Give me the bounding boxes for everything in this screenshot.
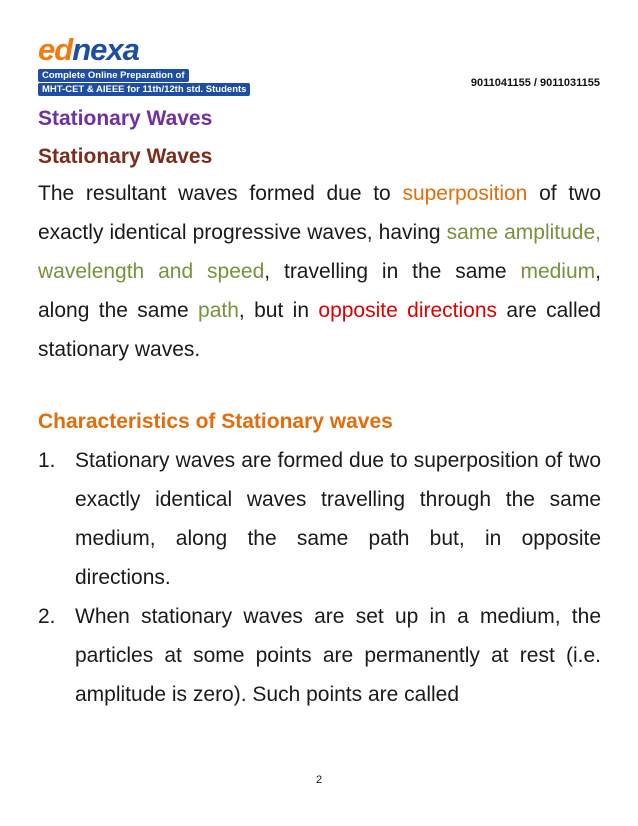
page-number: 2 [315, 774, 323, 786]
definition-heading: Stationary Waves [38, 145, 213, 168]
list-item-number: 1. [38, 449, 56, 472]
characteristics-list [38, 441, 601, 714]
logo-ed-text: ed [38, 32, 73, 67]
keyword-opposite-directions: opposite directions [318, 299, 498, 322]
definition-text-5: , but in [238, 299, 319, 322]
keyword-medium: medium [520, 260, 596, 283]
keyword-same-amplitude: same amplitude, wavelength and speed [38, 221, 601, 283]
keyword-path: path [198, 299, 239, 322]
logo-tagline-2: MHT-CET & AIEEE for 11th/12th std. Students [38, 83, 250, 96]
section-title: Stationary Waves [38, 107, 213, 130]
logo-nexa-text: nexa [72, 32, 139, 67]
list-item-text: Stationary waves are formed due to superposition of two exactly identical waves travelling through the same medium, along the same path but, in opposite directions. [75, 449, 601, 589]
ednexa-logo [38, 32, 247, 95]
definition-text-3: , travelling in the same [264, 260, 521, 283]
list-item [38, 597, 601, 714]
characteristics-heading: Characteristics of Stationary waves [38, 410, 393, 433]
logo-wordmark [38, 34, 238, 68]
definition-text-4: , along the same [38, 260, 601, 322]
logo-tagline-1: Complete Online Preparation of [38, 69, 189, 82]
definition-text-1: The resultant waves formed due to [38, 182, 403, 205]
list-item [38, 441, 601, 597]
keyword-superposition: superposition [402, 182, 528, 205]
definition-text-2: of two exactly identical progressive waves, having [38, 182, 601, 244]
document-content [38, 104, 601, 714]
definition-text-6: are called stationary waves. [38, 299, 601, 361]
list-item-text: When stationary waves are set up in a medium, the particles at some points are permanently at rest (i.e. amplitude is zero). Such points are called [75, 605, 601, 706]
list-item-number: 2. [38, 605, 56, 628]
contact-phone: 9011041155 / 9011031155 [470, 77, 600, 89]
definition-paragraph [38, 174, 601, 369]
